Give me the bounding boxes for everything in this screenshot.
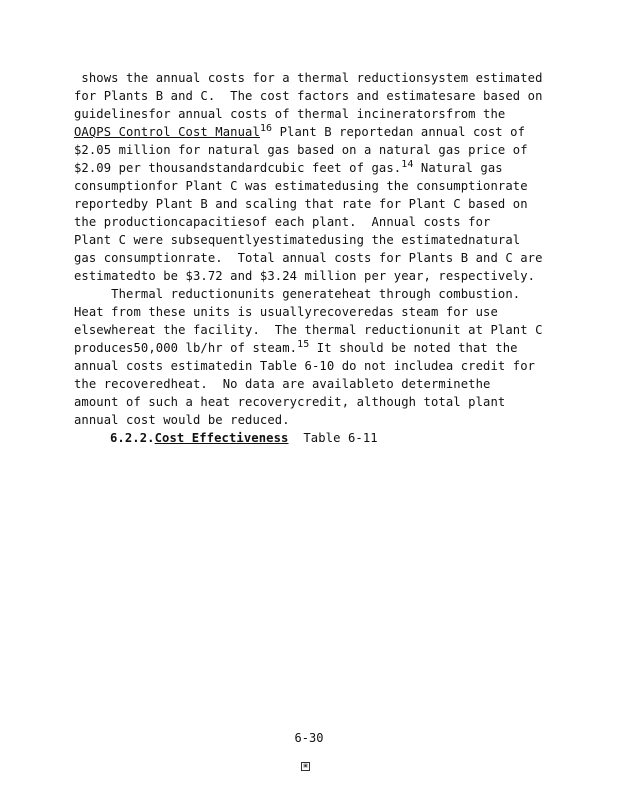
body-line: Plant C were subsequentlyestimatedusing the estimatednatural — [74, 233, 521, 247]
body-line: consumptionfor Plant C was estimatedusing the consumptionrate — [74, 179, 528, 193]
manual-title: OAQPS Control Cost Manual — [74, 125, 260, 139]
body-line: Thermal reductionunits generateheat through combustion. — [74, 287, 521, 301]
reference-superscript: 15 — [297, 339, 310, 350]
page-number: 6-30 — [294, 731, 324, 745]
body-line — [74, 125, 525, 139]
body-line: annual cost would be reduced. — [74, 413, 290, 427]
section-heading — [110, 431, 378, 445]
scan-mark-icon: ▣ — [301, 762, 310, 771]
reference-superscript: 16 — [259, 123, 273, 134]
body-line: Heat from these units is usuallyrecoveredas steam for use — [74, 305, 498, 319]
body-line-text: produces50,000 lb/hr of steam. — [74, 341, 298, 355]
body-line-text: It should be noted that the — [309, 341, 518, 355]
body-line: the productioncapacitiesof each plant. Annual costs for — [74, 215, 491, 229]
body-line-text: $2.09 per thousandstandardcubic feet of gas. — [74, 161, 402, 175]
section-number: 6.2.2. — [110, 431, 155, 445]
body-line — [74, 341, 518, 355]
body-line: shows the annual costs for a thermal reductionsystem estimated — [74, 71, 543, 85]
body-line-text: Natural gas — [413, 161, 503, 175]
body-line-text: Plant B reportedan annual cost of — [272, 125, 526, 139]
body-line: gas consumptionrate. Total annual costs for Plants B and C are — [74, 251, 543, 265]
body-line: annual costs estimatedin Table 6-10 do not includea credit for — [74, 359, 536, 373]
body-line: $2.05 million for natural gas based on a natural gas price of — [74, 143, 528, 157]
body-line: for Plants B and C. The cost factors and estimatesare based on — [74, 89, 543, 103]
body-line: estimatedto be $3.72 and $3.24 million per year, respectively. — [74, 269, 536, 283]
body-line: reportedby Plant B and scaling that rate for Plant C based on — [74, 197, 528, 211]
section-title: Cost Effectiveness — [154, 431, 289, 445]
reference-superscript: 14 — [401, 159, 414, 170]
body-line: amount of such a heat recoverycredit, although total plant — [74, 395, 506, 409]
body-line: elsewhereat the facility. The thermal reductionunit at Plant C — [74, 323, 543, 337]
body-line: the recoveredheat. No data are availableto determinethe — [74, 377, 491, 391]
section-heading-trailing: Table 6-11 — [288, 431, 378, 445]
body-line: guidelinesfor annual costs of thermal incineratorsfrom the — [74, 107, 506, 121]
body-line — [74, 161, 503, 175]
